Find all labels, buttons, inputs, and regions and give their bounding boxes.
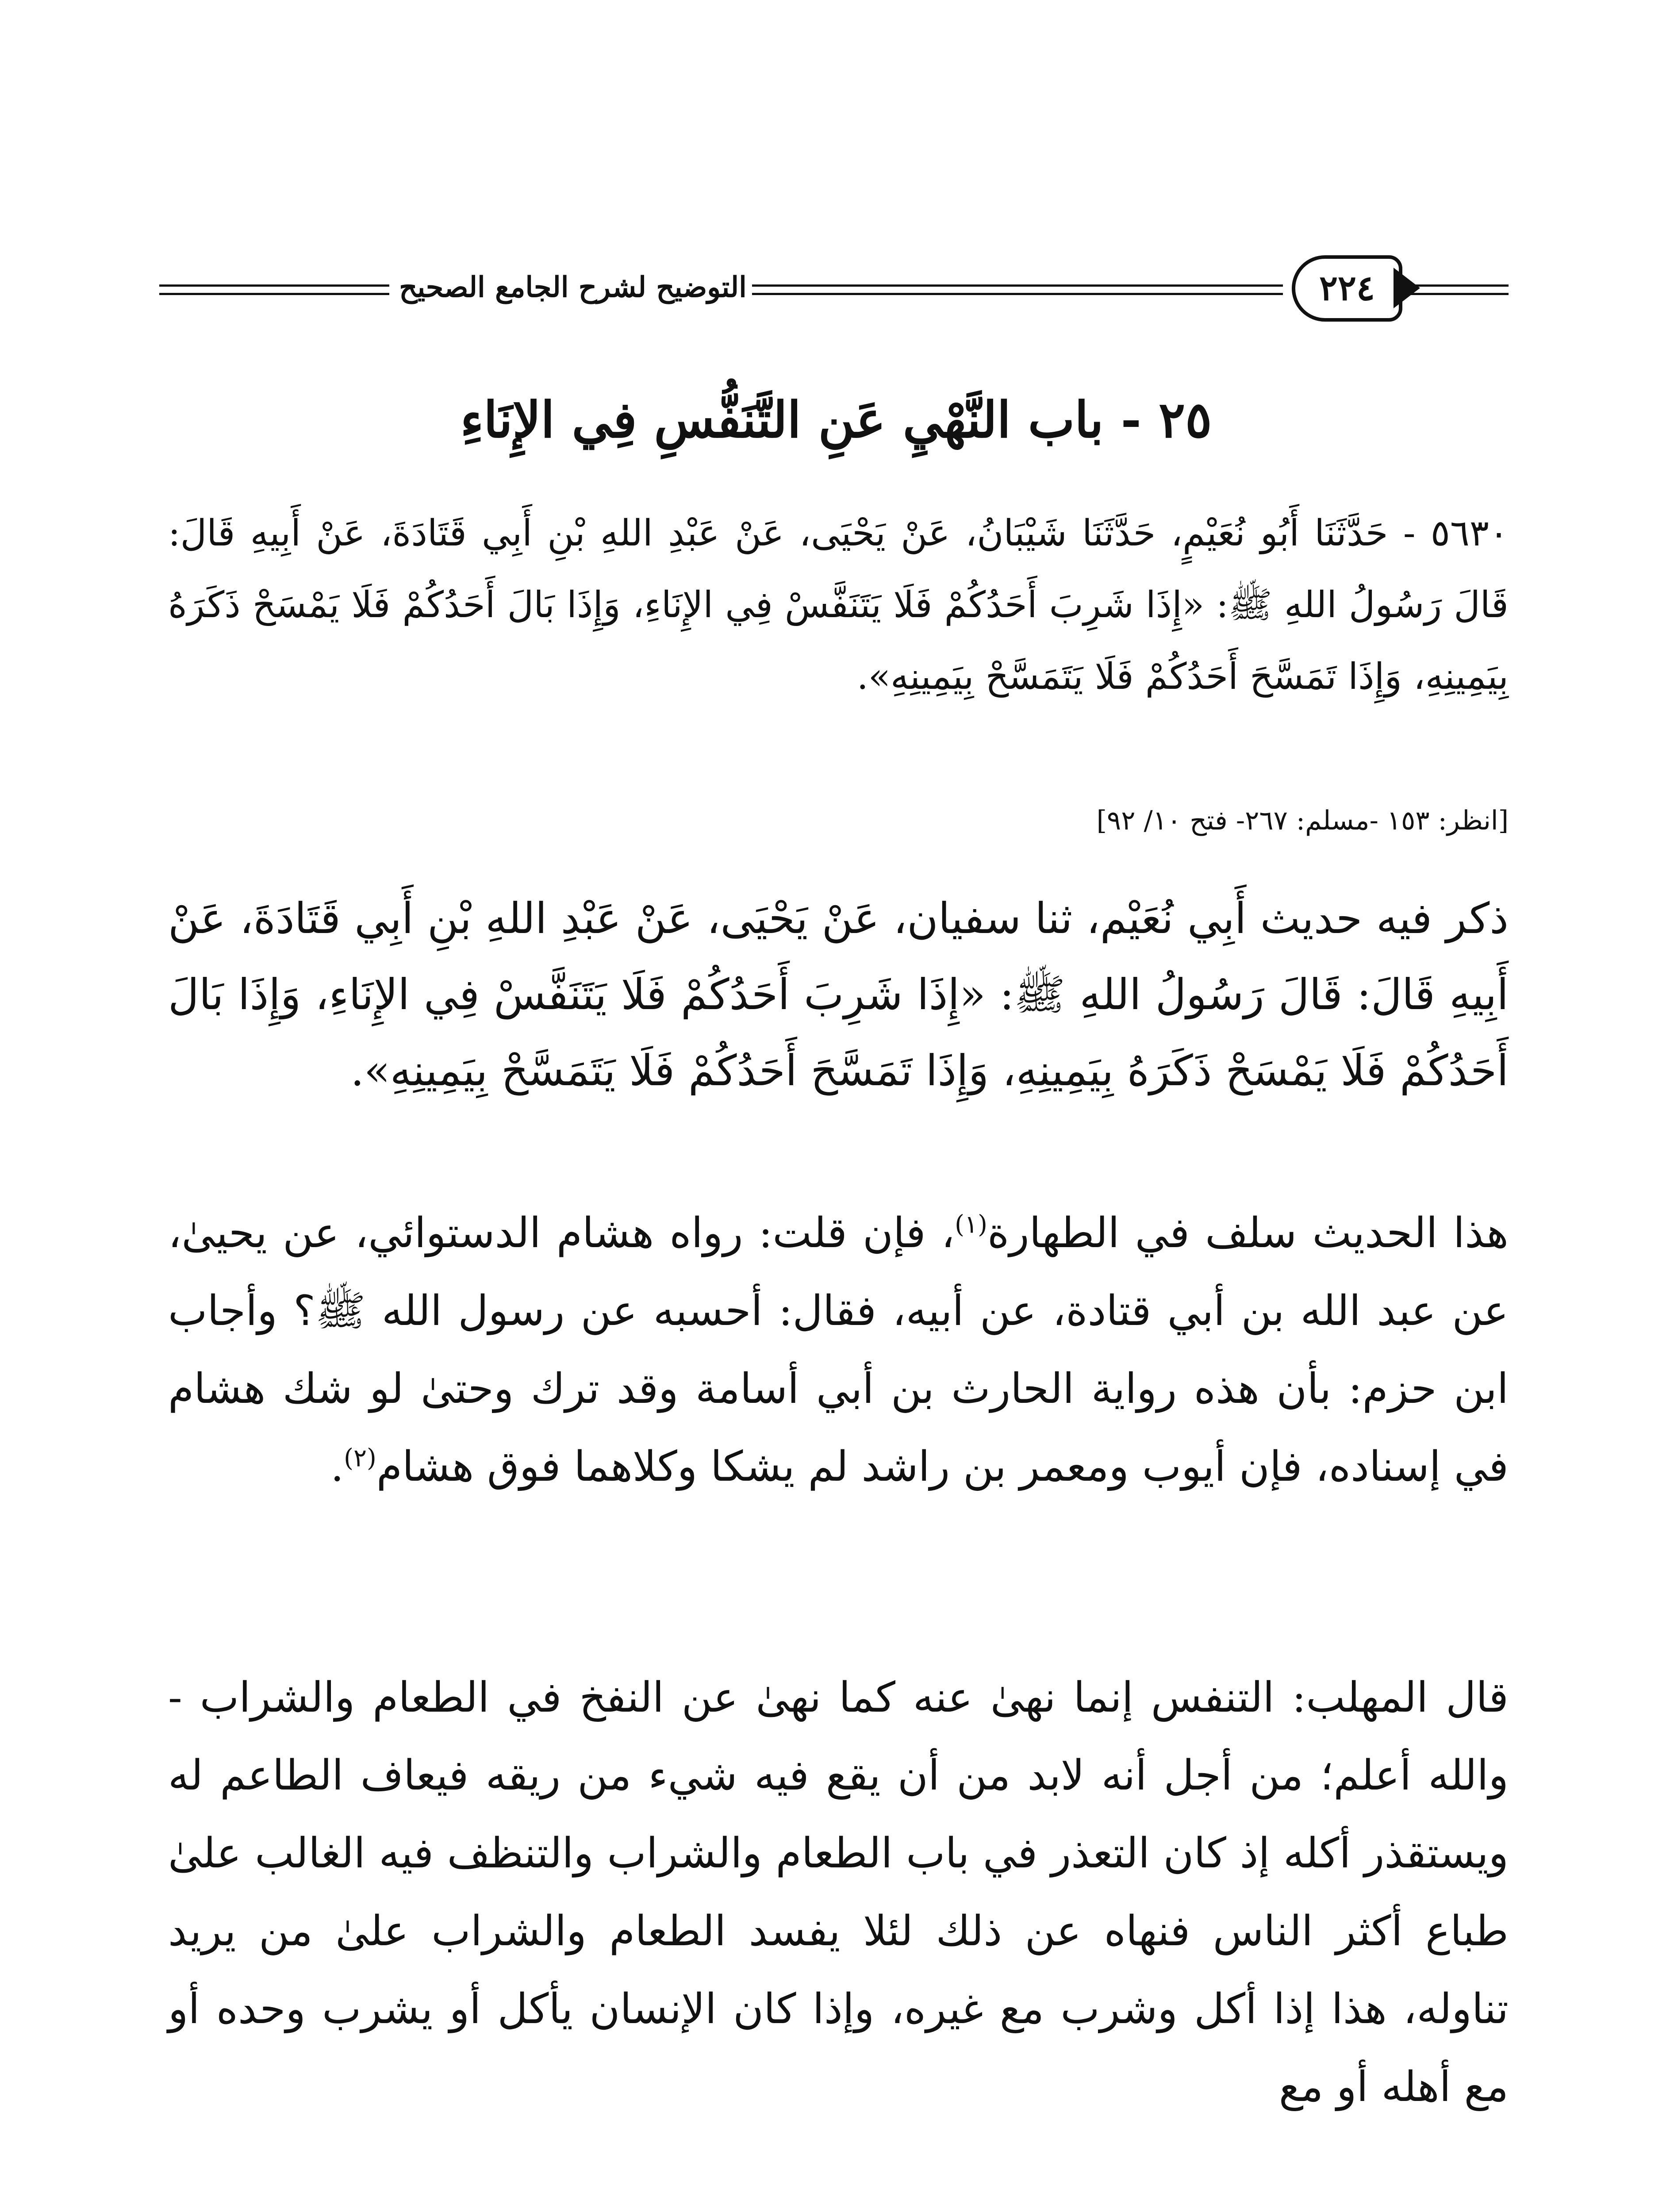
chapter-title: ٢٥ - باب النَّهْيِ عَنِ التَّنَفُّسِ فِي الإِنَاءِ (460, 391, 1212, 449)
header-rule-middle (752, 284, 1283, 295)
paragraph-2-text-c: . (330, 1443, 344, 1491)
hadith-reference: [انظر: ١٥٣ -مسلم: ٢٦٧- فتح ١٠/ ٩٢] (1096, 805, 1509, 836)
paragraph-2-text-a: هذا الحديث سلف في الطهارة (987, 1209, 1509, 1257)
footnote-ref-1[interactable]: (١) (955, 1210, 987, 1239)
header-rule-left (159, 284, 389, 295)
hadith-text: ٥٦٣٠ - حَدَّثَنَا أَبُو نُعَيْمٍ، حَدَّثَنَا شَيْبَانُ، عَنْ يَحْيَى، عَنْ عَبْدِ اللهِ بْنِ أَبِي قَتَادَةَ، عَنْ أَبِيهِ قَالَ: قَالَ رَسُولُ اللهِ ﷺ: «إِذَا شَرِبَ أَحَدُكُمْ فَلَا يَتَنَفَّسْ فِي الإِنَاءِ، وَإِذَا بَالَ أَحَدُكُمْ فَلَا يَمْسَحْ ذَكَرَهُ بِيَمِينِهِ، وَإِذَا تَمَسَّحَ أَحَدُكُمْ فَلَا يَتَمَسَّحْ بِيَمِينِهِ». (168, 512, 1509, 698)
commentary-paragraph-3: قال المهلب: التنفس إنما نهىٰ عنه كما نهىٰ عن النفخ في الطعام والشراب - والله أعلم؛ من أجل أنه لابد من أن يقع فيه شيء من ريقه فيعاف الطاعم له ويستقذر أكله إذ كان التعذر في باب الطعام والشراب والتنظف فيه الغالب علىٰ طباع أكثر الناس فنهاه عن ذلك لئلا يفسد الطعام والشراب علىٰ من يريد تناوله، هذا إذا أكل وشرب مع غيره، وإذا كان الإنسان يأكل أو يشرب وحده أو مع أهله أو مع (168, 1674, 1509, 2111)
commentary-paragraph-1: ذكر فيه حديث أَبِي نُعَيْم، ثنا سفيان، عَنْ يَحْيَى، عَنْ عَبْدِ اللهِ بْنِ أَبِي قَتَادَةَ، عَنْ أَبِيهِ قَالَ: قَالَ رَسُولُ اللهِ ﷺ: «إِذَا شَرِبَ أَحَدُكُمْ فَلَا يَتَنَفَّسْ فِي الإِنَاءِ، وَإِذَا بَالَ أَحَدُكُمْ فَلَا يَمْسَحْ ذَكَرَهُ بِيَمِينِهِ، وَإِذَا تَمَسَّحَ أَحَدُكُمْ فَلَا يَتَمَسَّحْ بِيَمِينِهِ». (168, 894, 1509, 1095)
footnote-ref-2[interactable]: (٢) (344, 1444, 376, 1473)
page-number-badge: ٢٢٤ (1292, 255, 1402, 322)
running-title: التوضيح لشرح الجامع الصحيح (399, 271, 747, 304)
running-header (159, 246, 1509, 330)
header-rule-right (1407, 284, 1509, 295)
commentary-paragraph-2 (168, 1194, 1557, 1506)
paragraph-2-text-b: ، فإن قلت: رواه هشام الدستوائي، عن يحيىٰ، عن عبد الله بن أبي قتادة، عن أبيه، فقال: أحسبه عن رسول الله ﷺ؟ وأجاب ابن حزم: بأن هذه رواية الحارث بن أبي أسامة وقد ترك وحتىٰ لو شك هشام في إسناده، فإن أيوب ومعمر بن راشد لم يشكا وكلاهما فوق هشام (168, 1209, 1509, 1491)
